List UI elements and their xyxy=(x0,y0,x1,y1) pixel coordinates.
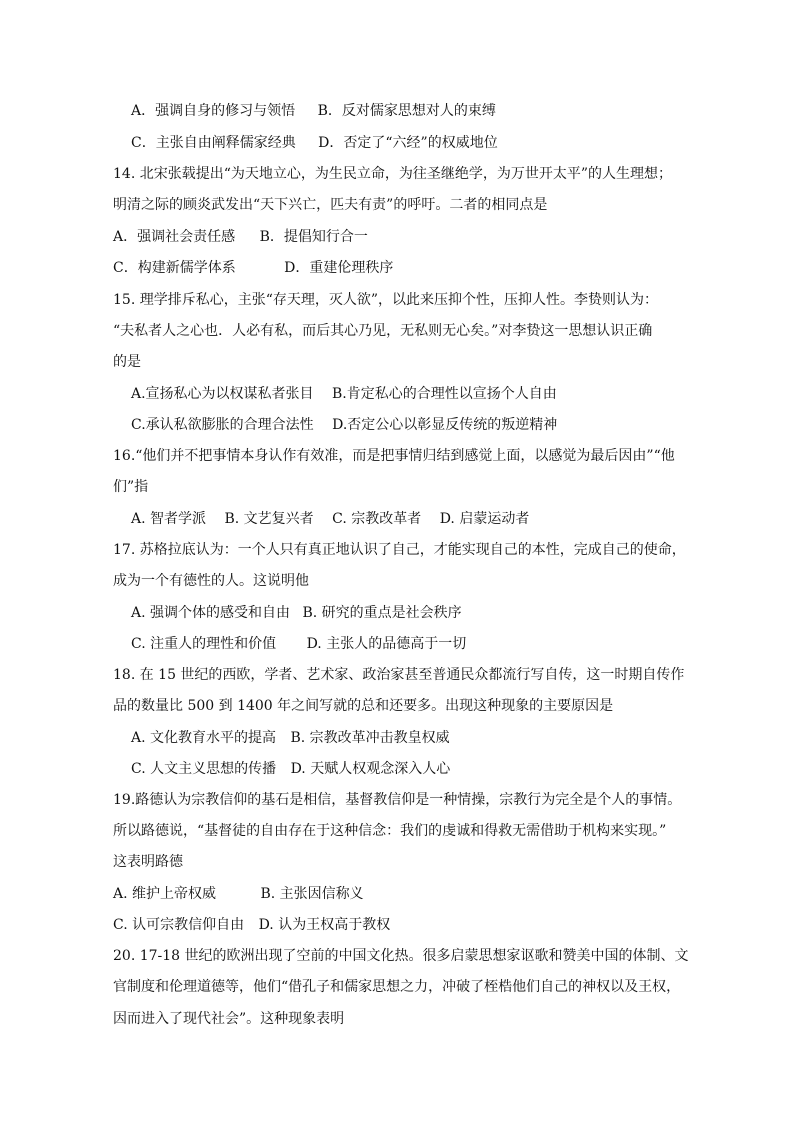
q20-stem-line-3: 因而进入了现代社会”。这种现象表明 xyxy=(113,1011,345,1027)
q17-option-c: C. 注重人的理性和价值 xyxy=(131,636,277,652)
q14-option-d: D．重建伦理秩序 xyxy=(284,260,394,276)
q19-option-a: A. 维护上帝权威 xyxy=(113,886,217,902)
q19-stem-line-3: 这表明路德 xyxy=(113,854,183,870)
q18-stem-line-2: 品的数量比 500 到 1400 年之间写就的总和还要多。出现这种现象的主要原因是 xyxy=(113,698,614,714)
q13-option-a: A．强调自身的修习与领悟 xyxy=(131,103,296,119)
q15-stem-line-2: “夫私者人之心也．人必有私，而后其心乃见，无私则无心矣。”对李贽这一思想认识正确 xyxy=(113,323,653,339)
q18-option-b: B. 宗教改革冲击教皇权威 xyxy=(290,730,450,746)
q17-option-b: B. 研究的重点是社会秩序 xyxy=(302,605,462,621)
q16-stem-line-2: 们”指 xyxy=(113,479,149,495)
q20-stem-line-1: 20. 17-18 世纪的欧洲出现了空前的中国文化热。很多启蒙思想家讴歌和赞美中国的体制、文 xyxy=(113,948,689,964)
q18-option-c: C. 人文主义思想的传播 xyxy=(131,761,277,777)
q16-option-b: B. 文艺复兴者 xyxy=(224,511,314,527)
q17-options-row-2 xyxy=(131,634,466,654)
q17-options-row-1 xyxy=(131,603,462,623)
q15-option-b: B.肯定私心的合理性以宣扬个人自由 xyxy=(332,386,557,402)
q18-options-row-1 xyxy=(131,728,450,748)
q14-option-a: A．强调社会责任感 xyxy=(113,229,236,245)
q15-options-row-2 xyxy=(131,415,557,435)
q14-stem-line-2: 明清之际的顾炎武发出“天下兴亡，匹夫有责”的呼吁。二者的相同点是 xyxy=(113,197,548,213)
q18-stem-line-1: 18. 在 15 世纪的西欧，学者、艺术家、政治家甚至普通民众都流行写自传，这一时期自传作 xyxy=(113,667,685,683)
q17-stem-line-1: 17. 苏格拉底认为：一个人只有真正地认识了自己，才能实现自己的本性，完成自己的使命， xyxy=(113,542,686,558)
q17-option-d: D. 主张人的品德高于一切 xyxy=(306,636,467,652)
q14-options-row-2 xyxy=(113,258,393,278)
q17-option-a: A. 强调个体的感受和自由 xyxy=(131,605,291,621)
q13-option-d: D．否定了“六经”的权威地位 xyxy=(318,135,498,151)
q19-option-d: D. 认为王权高于教权 xyxy=(258,917,391,933)
q17-stem-line-2: 成为一个有德性的人。这说明他 xyxy=(113,573,309,589)
q14-options-row-1 xyxy=(113,227,368,247)
q15-stem-line-1: 15. 理学排斥私心，主张“存天理，灭人欲”，以此来压抑个性，压抑人性。李贽则认为： xyxy=(113,292,659,308)
q14-option-b: B．提倡知行合一 xyxy=(259,229,368,245)
q16-options-row xyxy=(131,509,529,529)
q19-option-b: B. 主张因信称义 xyxy=(260,886,364,902)
q19-options-row-2 xyxy=(113,915,390,935)
q13-options-row-2 xyxy=(131,133,498,153)
q13-option-c: C．主张自由阐释儒家经典 xyxy=(131,135,296,151)
q16-option-a: A. 智者学派 xyxy=(131,511,207,527)
q15-option-a: A.宣扬私心为以权谋私者张目 xyxy=(131,386,314,402)
q15-option-d: D.否定公心以彰显反传统的叛逆精神 xyxy=(332,417,558,433)
q14-option-c: C．构建新儒学体系 xyxy=(113,260,236,276)
q20-stem-line-2: 官制度和伦理道德等，他们“借孔子和儒家思想之力，冲破了桎梏他们自己的神权以及王权， xyxy=(113,979,681,995)
q16-stem-line-1: 16.“他们并不把事情本身认作有效准，而是把事情归结到感觉上面，以感觉为最后因由”“他 xyxy=(113,448,675,464)
q15-stem-line-3: 的是 xyxy=(113,354,141,370)
q19-option-c: C. 认可宗教信仰自由 xyxy=(113,917,245,933)
q18-option-a: A. 文化教育水平的提高 xyxy=(131,730,277,746)
q16-option-c: C. 宗教改革者 xyxy=(332,511,422,527)
q19-stem-line-1: 19.路德认为宗教信仰的基石是相信，基督教信仰是一种情操，宗教行为完全是个人的事情。 xyxy=(113,792,682,808)
q15-option-c: C.承认私欲膨胀的合理合法性 xyxy=(131,417,314,433)
q14-stem-line-1: 14. 北宋张载提出“为天地立心，为生民立命，为往圣继绝学，为万世开太平”的人生理想； xyxy=(113,166,673,182)
q18-options-row-2 xyxy=(131,759,450,779)
q15-options-row-1 xyxy=(131,384,557,404)
q13-option-b: B．反对儒家思想对人的束缚 xyxy=(317,103,496,119)
q18-option-d: D. 天赋人权观念深入人心 xyxy=(290,761,451,777)
q16-option-d: D. 启蒙运动者 xyxy=(439,511,530,527)
q13-options-row-1 xyxy=(131,101,496,121)
q19-options-row-1 xyxy=(113,884,364,904)
q19-stem-line-2: 所以路德说，“基督徒的自由存在于这种信念：我们的虔诚和得救无需借助于机构来实现。” xyxy=(113,823,667,839)
